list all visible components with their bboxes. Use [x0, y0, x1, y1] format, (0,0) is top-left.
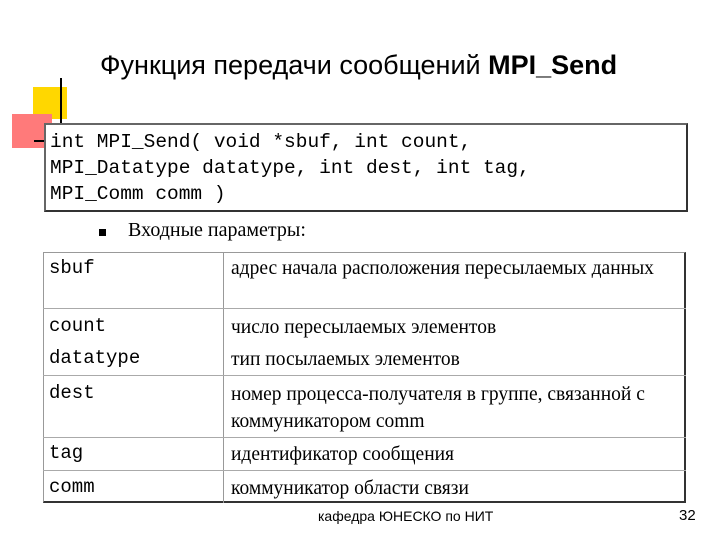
table-row — [43, 343, 686, 376]
param-name: sbuf — [49, 257, 95, 279]
title-function-name: MPI_Send — [488, 50, 618, 80]
param-desc: идентификатор сообщения — [231, 444, 455, 465]
param-desc: коммуникатор области связи — [231, 478, 469, 499]
slide-title — [100, 50, 617, 86]
footer-text: кафедра ЮНЕСКО по НИТ — [318, 508, 494, 524]
param-desc: номер процесса-получателя в группе, связанной с коммуникатором comm — [231, 384, 645, 432]
bullet-square-icon — [99, 229, 106, 236]
table-row — [43, 376, 686, 438]
code-signature-box — [44, 123, 688, 212]
param-name: tag — [49, 442, 84, 464]
table-row — [43, 309, 686, 343]
param-name: comm — [49, 476, 95, 498]
table-row — [43, 438, 686, 471]
param-name: count — [49, 315, 107, 337]
table-row — [43, 252, 686, 309]
param-name: datatype — [49, 347, 141, 369]
table-row — [43, 471, 686, 503]
page-number: 32 — [679, 507, 696, 524]
param-desc: число пересылаемых элементов — [231, 317, 497, 338]
code-line-2: MPI_Datatype datatype, int dest, int tag, — [50, 157, 530, 179]
param-desc: тип посылаемых элементов — [231, 349, 460, 370]
code-line-3: MPI_Comm comm ) — [50, 183, 226, 205]
param-name: dest — [49, 382, 95, 404]
title-text: Функция передачи сообщений — [100, 50, 489, 80]
param-desc: адрес начала расположения пересылаемых данных — [231, 258, 654, 279]
section-label: Входные параметры: — [128, 219, 306, 241]
code-line-1: int MPI_Send( void *sbuf, int count, — [50, 131, 472, 153]
